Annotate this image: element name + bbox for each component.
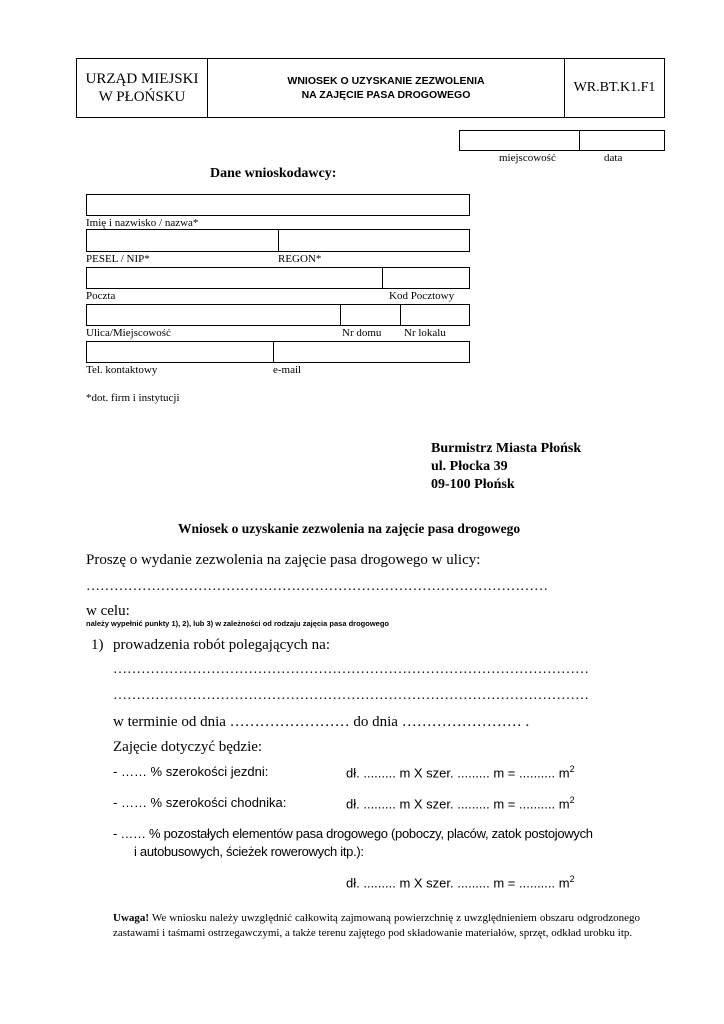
sidewalk-width-formula: dł. ......... m X szer. ......... m = .......... m <box>346 796 570 812</box>
date-label: data <box>604 152 623 164</box>
form-code: WR.BT.K1.F1 <box>573 80 656 95</box>
flat-number-field[interactable] <box>400 304 470 326</box>
regon-label: REGON* <box>278 253 322 265</box>
form-title-line2: NA ZAJĘCIE PASA DROGOWEGO <box>301 89 471 101</box>
road-width-dimensions[interactable] <box>346 764 575 780</box>
recipient-line3: 09-100 Płońsk <box>431 477 515 492</box>
recipient-line1: Burmistrz Miasta Płońsk <box>431 441 582 456</box>
name-label: Imię i nazwisko / nazwa* <box>86 217 199 229</box>
form-title-cell <box>207 58 565 118</box>
road-width-exponent: 2 <box>569 764 575 774</box>
postcode-field[interactable] <box>382 267 470 289</box>
application-title: Wniosek o uzyskanie zezwolenia na zajęcie pasa drogowego <box>178 521 521 536</box>
place-field[interactable] <box>459 130 580 151</box>
works-dots-line2[interactable]: ………………………………………………………………………………………… <box>113 688 589 703</box>
item1-number: 1) <box>91 637 104 653</box>
office-line1: URZĄD MIEJSKI <box>85 71 199 87</box>
name-field[interactable] <box>86 194 470 216</box>
post-field[interactable] <box>86 267 383 289</box>
place-label: miejscowość <box>499 152 556 164</box>
street-dots-line[interactable]: ……………………………………………………………………………………… <box>86 579 548 594</box>
item1-text: prowadzenia robót polegających na: <box>113 637 330 653</box>
term-line[interactable]: w terminie od dnia …………………… do dnia …………………… . <box>113 714 530 730</box>
other-elements-exponent: 2 <box>569 874 575 884</box>
pesel-field[interactable] <box>86 229 279 252</box>
phone-label: Tel. kontaktowy <box>86 364 158 376</box>
applicant-heading: Dane wnioskodawcy: <box>210 166 337 181</box>
request-text: Proszę o wydanie zezwolenia na zajęcie pasa drogowego w ulicy: <box>86 552 481 568</box>
form-title-line1: WNIOSEK O UZYSKANIE ZEZWOLENIA <box>287 75 485 87</box>
email-label: e-mail <box>273 364 302 376</box>
date-field[interactable] <box>579 130 665 151</box>
post-label: Poczta <box>86 290 116 302</box>
purpose-note: należy wypełnić punkty 1), 2), lub 3) w zależności od rodzaju zajęcia pasa drogowego <box>86 619 389 628</box>
recipient-line2: ul. Płocka 39 <box>431 459 508 474</box>
note-bold: Uwaga! <box>113 912 150 924</box>
recipient-address <box>431 440 581 494</box>
road-width-formula: dł. ......... m X szer. ......... m = .......... m <box>346 765 570 781</box>
office-line2: W PŁOŃSKU <box>98 89 186 105</box>
office-cell <box>76 58 208 118</box>
form-code-cell <box>564 58 665 118</box>
other-elements-row-label-cont: i autobusowych, ścieżek rowerowych itp.): <box>134 844 364 859</box>
house-number-label: Nr domu <box>342 327 382 339</box>
street-label: Ulica/Miejscowość <box>86 327 171 339</box>
occupation-heading: Zajęcie dotyczyć będzie: <box>113 739 263 755</box>
road-width-row-label[interactable]: - …… % szerokości jezdni: <box>113 764 269 779</box>
email-field[interactable] <box>273 341 470 363</box>
other-elements-dimensions[interactable] <box>346 874 575 890</box>
works-dots-line1[interactable]: ………………………………………………………………………………………… <box>113 662 589 677</box>
note-paragraph <box>113 911 640 941</box>
street-field[interactable] <box>86 304 341 326</box>
sidewalk-width-exponent: 2 <box>569 795 575 805</box>
footnote: *dot. firm i instytucji <box>86 392 180 404</box>
flat-number-label: Nr lokalu <box>404 327 446 339</box>
regon-field[interactable] <box>278 229 470 252</box>
purpose-label: w celu: <box>86 603 130 619</box>
sidewalk-width-row-label[interactable]: - …… % szerokości chodnika: <box>113 795 287 810</box>
note-text: We wniosku należy uwzględnić całkowitą zajmowaną powierzchnię z uwzględnieniem obszaru odgrodzonego zastawami i taśmami ostrzegawczymi, a także terenu zajętego pod składowanie materiałów, sprzęt, odkład urobku itp. <box>113 912 640 939</box>
house-number-field[interactable] <box>340 304 401 326</box>
phone-field[interactable] <box>86 341 274 363</box>
postcode-label: Kod Pocztowy <box>389 290 455 302</box>
other-elements-formula: dł. ......... m X szer. ......... m = .......... m <box>346 875 570 891</box>
other-elements-row-label[interactable]: - …… % pozostałych elementów pasa drogowego (poboczy, placów, zatok postojowych <box>113 826 593 841</box>
pesel-label: PESEL / NIP* <box>86 253 150 265</box>
sidewalk-width-dimensions[interactable] <box>346 795 575 811</box>
